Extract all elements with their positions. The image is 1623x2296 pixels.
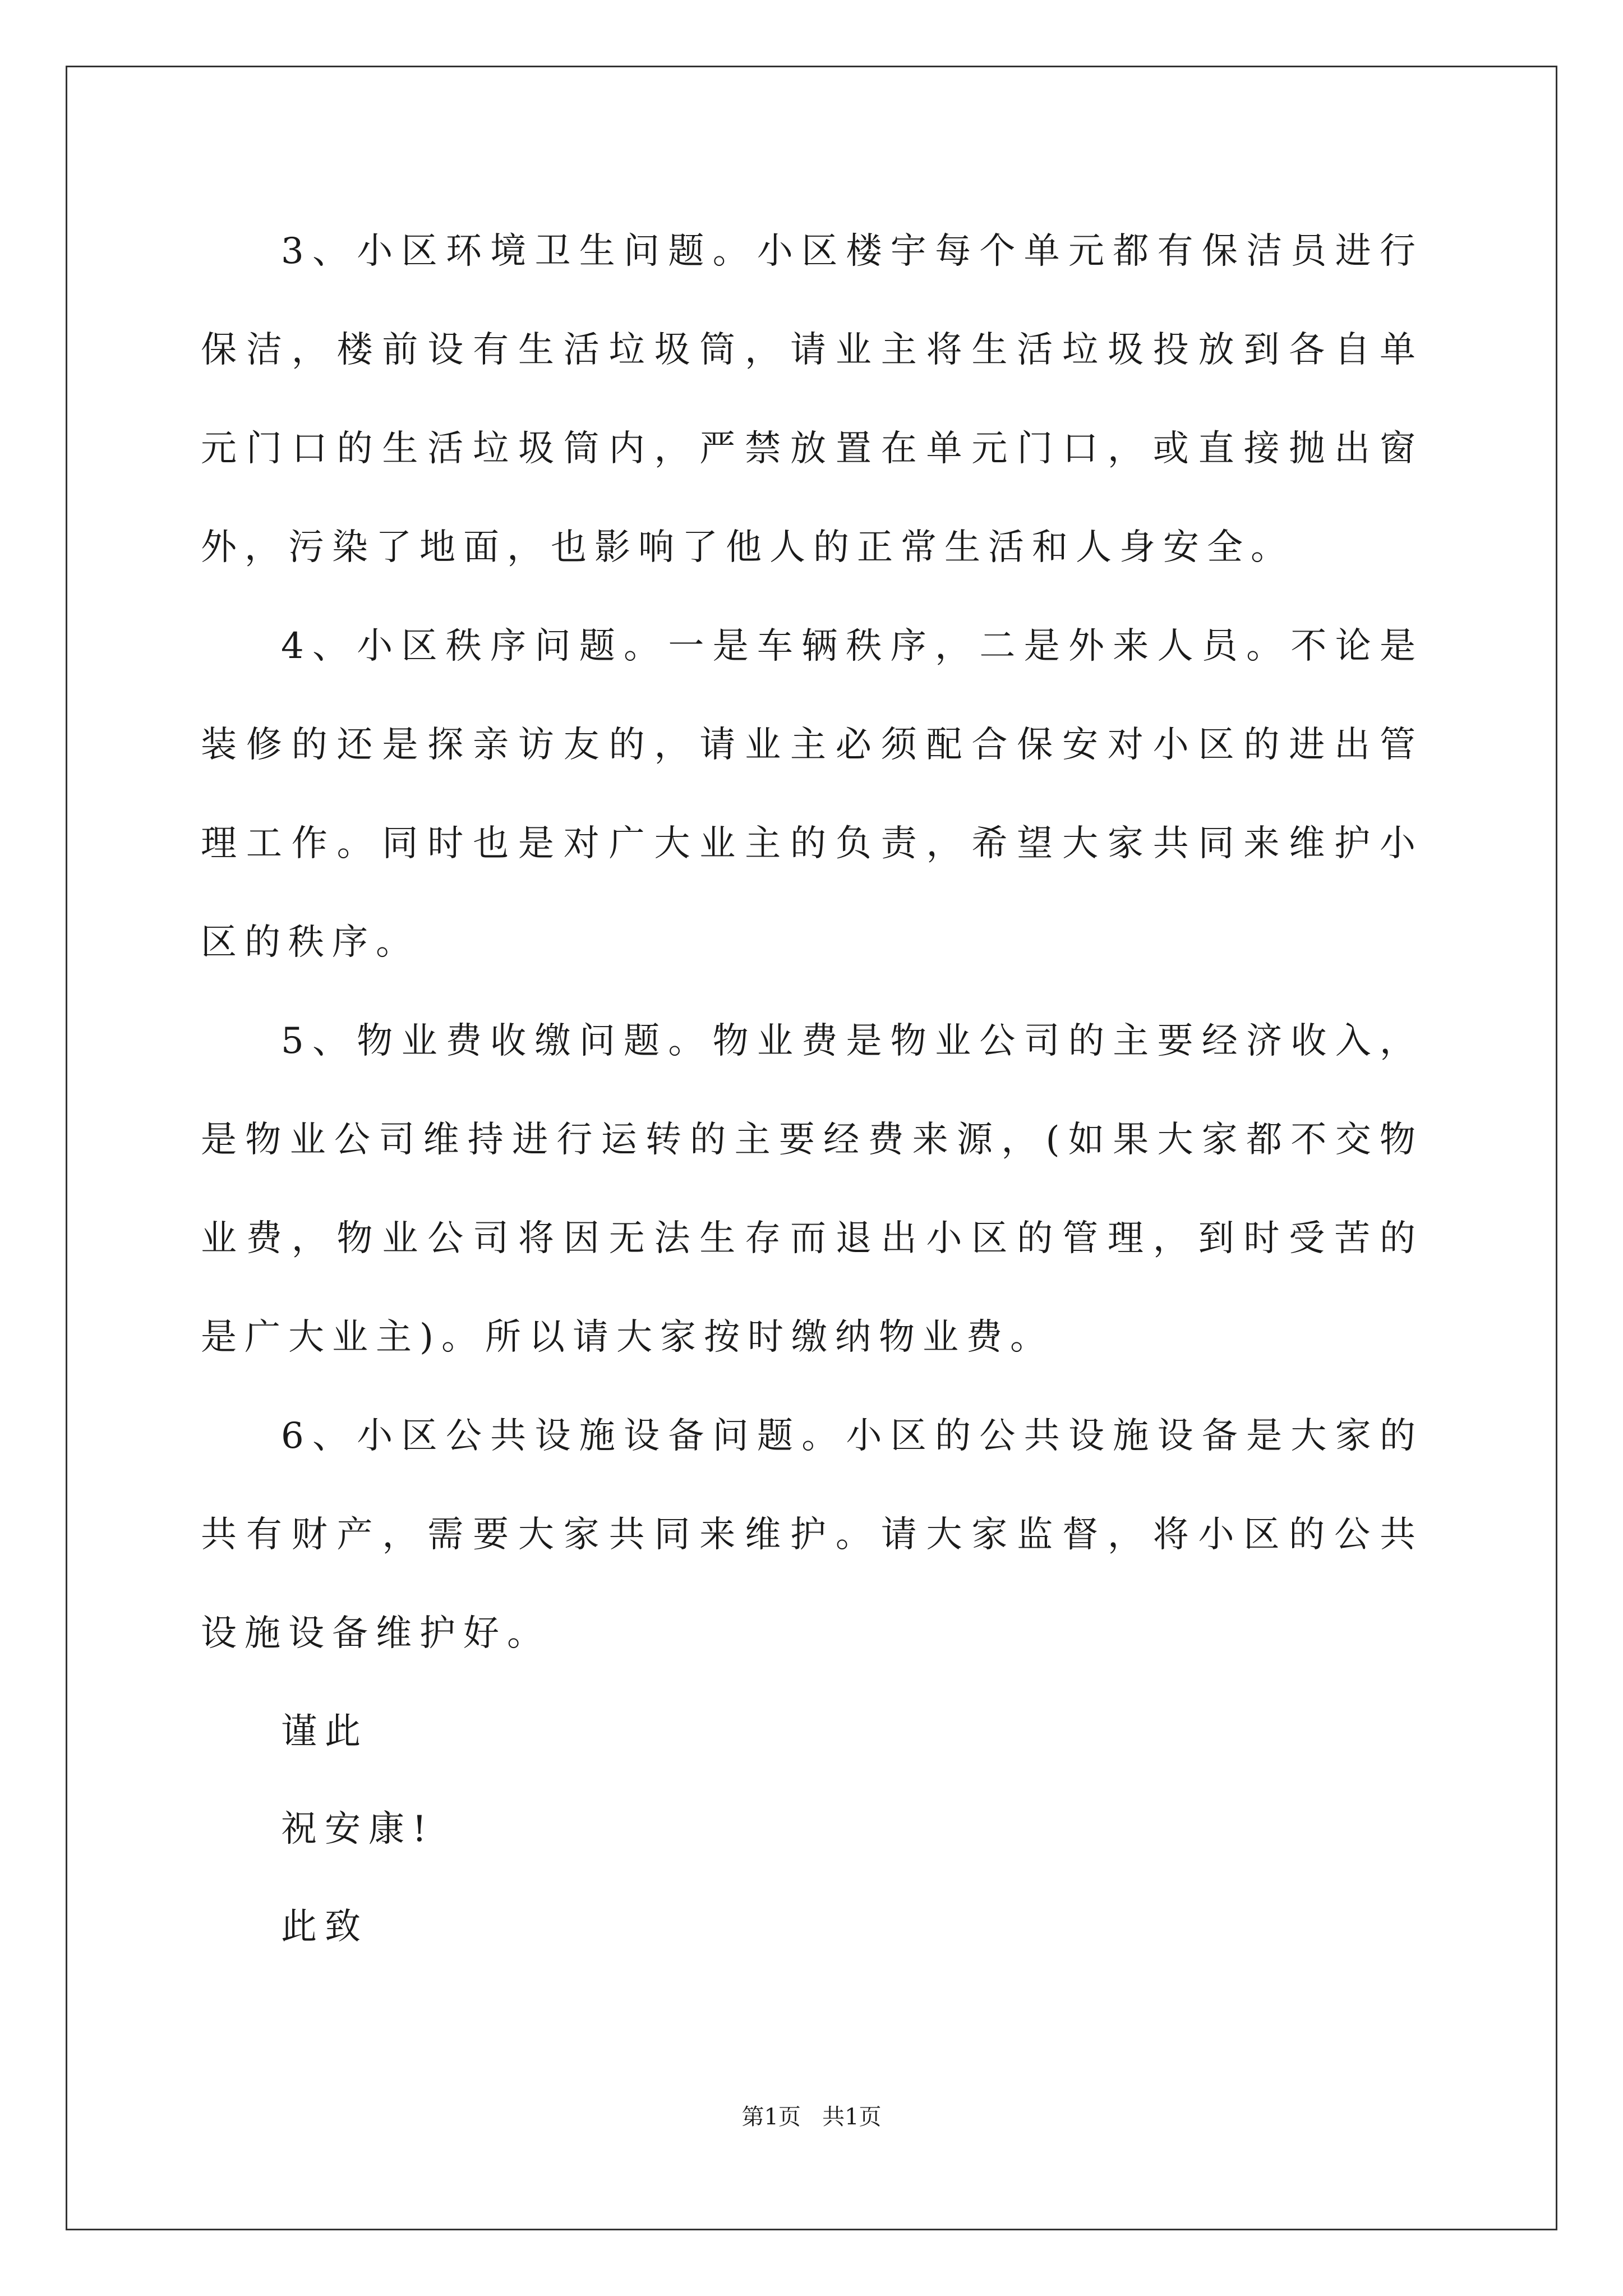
document-body: [201, 202, 1423, 1976]
paragraph-public-facilities: 6、小区公共设施设备问题。小区的公共设施设备是大家的共有财产，需要大家共同来维护。请大家监督，将小区的公共设施设备维护好。: [201, 1415, 1423, 1654]
closing-line-respectfully: 谨此: [281, 1711, 368, 1752]
paragraph-environment-hygiene: 3、小区环境卫生问题。小区楼宇每个单元都有保洁员进行保洁，楼前设有生活垃圾筒，请业主将生活垃圾投放到各自单元门口的生活垃圾筒内，严禁放置在单元门口，或直接抛出窗外，污染了地面，也影响了他人的正常生活和人身安全。: [201, 231, 1423, 568]
page-number: 第1页: [741, 2104, 801, 2130]
closing-line-wishes: 祝安康!: [281, 1809, 435, 1850]
page-footer: [0, 2099, 1623, 2131]
closing-line-regards: 此致: [281, 1906, 368, 1948]
page-total: 共1页: [822, 2104, 882, 2130]
paragraph-property-fee: 5、物业费收缴问题。物业费是物业公司的主要经济收入，是物业公司维持进行运转的主要经费来源，(如果大家都不交物业费，物业公司将因无法生存而退出小区的管理，到时受苦的是广大业主)。所以请大家按时缴纳物业费。: [201, 1020, 1423, 1358]
paragraph-community-order: 4、小区秩序问题。一是车辆秩序，二是外来人员。不论是装修的还是探亲访友的，请业主必须配合保安对小区的进出管理工作。同时也是对广大业主的负责，希望大家共同来维护小区的秩序。: [201, 625, 1423, 963]
